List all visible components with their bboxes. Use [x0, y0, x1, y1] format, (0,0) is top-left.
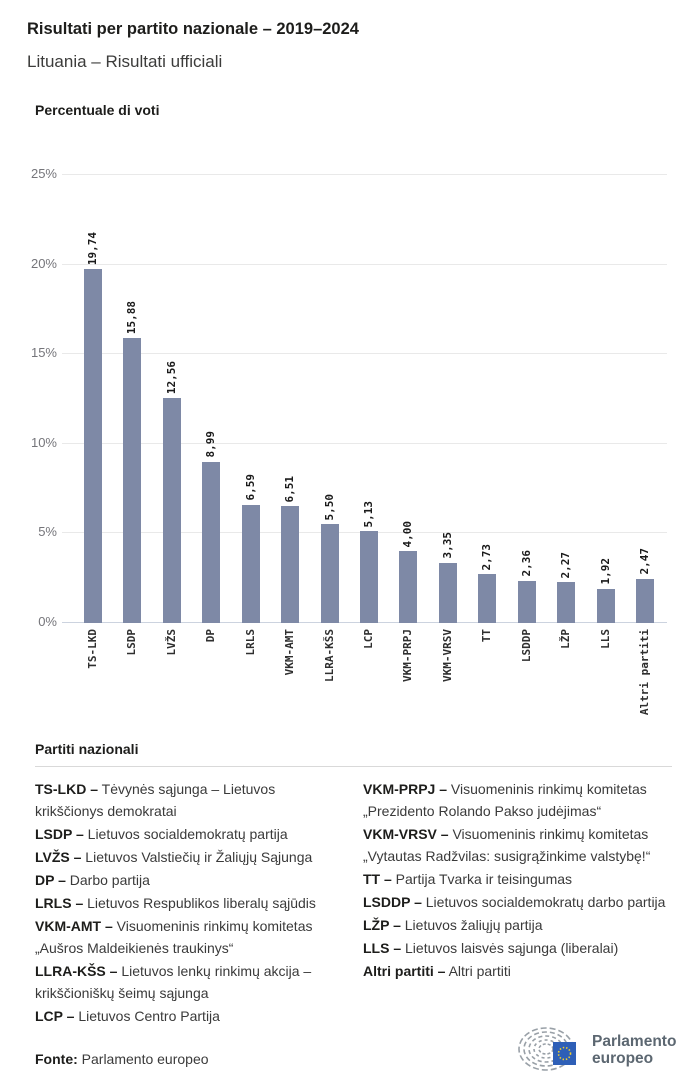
legend-item-abbr: VKM-VRSV –	[363, 826, 449, 842]
legend-item-abbr: LSDP –	[35, 826, 84, 842]
x-axis-label-Altri partiti: Altri partiti	[638, 629, 652, 716]
bar-VKM-VRSV	[439, 563, 457, 623]
legend-item-abbr: LLRA-KŠS –	[35, 963, 118, 979]
y-axis-tick-label: 10%	[30, 434, 57, 450]
bar-LRLS	[242, 505, 260, 623]
x-axis-label-LSDP: LSDP	[125, 629, 139, 656]
legend-item: VKM-VRSV – Visuomeninis rinkimų komitetas „Vytautas Radžvilas: susigrąžinkime valstybę!“	[363, 826, 651, 864]
legend-item-abbr: VKM-PRPJ –	[363, 781, 448, 797]
x-axis-label-LŽP: LŽP	[559, 629, 573, 649]
legend-title: Partiti nazionali	[35, 741, 139, 757]
legend-item: TS-LKD – Tėvynės sąjunga – Lietuvos krikščionys demokratai	[35, 781, 276, 819]
legend-item: LLS – Lietuvos laisvės sąjunga (liberalai)	[363, 940, 619, 956]
legend-item-abbr: LLS –	[363, 940, 402, 956]
bar-LLRA-KŠS	[321, 524, 339, 623]
legend-item: DP – Darbo partija	[35, 872, 150, 888]
x-axis-label-LRLS: LRLS	[243, 629, 257, 656]
x-axis-labels	[0, 625, 700, 725]
bar-LCP	[360, 531, 378, 623]
legend-item-abbr: TT –	[363, 871, 392, 887]
legend-item-abbr: DP –	[35, 872, 66, 888]
legend-item-abbr: TS-LKD –	[35, 781, 98, 797]
bar-value-label: 3,35	[440, 532, 454, 559]
bar-value-label: 5,50	[322, 493, 336, 521]
legend-item: VKM-AMT – Visuomeninis rinkimų komitetas „Aušros Maldeikienės traukinys“	[35, 918, 313, 956]
legend-item-abbr: LVŽS –	[35, 849, 82, 865]
x-axis-label-LLRA-KŠS: LLRA-KŠS	[322, 629, 336, 682]
chart-title: Percentuale di voti	[35, 102, 160, 118]
bar-TS-LKD	[84, 269, 102, 623]
x-axis-label-LVŽS: LVŽS	[164, 629, 178, 656]
x-axis-label-LCP: LCP	[362, 629, 375, 649]
x-axis-label-VKM-AMT: VKM-AMT	[283, 629, 297, 676]
bar-value-label: 5,13	[362, 500, 375, 528]
page-subtitle: Lituania – Risultati ufficiali	[27, 52, 223, 71]
bar-value-label: 2,73	[480, 543, 494, 571]
bar-value-label: 6,51	[283, 475, 297, 503]
x-axis-label-VKM-VRSV: VKM-VRSV	[440, 629, 454, 682]
bar-chart-plot-area	[0, 140, 700, 629]
x-axis-label-TS-LKD: TS-LKD	[86, 629, 99, 669]
legend-item: VKM-PRPJ – Visuomeninis rinkimų komitetas „Prezidento Rolando Pakso judėjimas“	[363, 781, 647, 819]
page-title: Risultati per partito nazionale – 2019–2024	[27, 20, 359, 38]
bar-value-label: 8,99	[204, 431, 218, 458]
y-axis-tick-label: 25%	[30, 166, 57, 181]
bar-LŽP	[557, 582, 575, 623]
bar-TT	[478, 574, 496, 623]
gridline	[62, 174, 667, 175]
legend-column-right	[363, 778, 675, 983]
bar-LSDDP	[518, 581, 536, 623]
y-axis-tick-label: 15%	[30, 345, 57, 361]
legend-item-abbr: LRLS –	[35, 895, 84, 911]
legend-divider	[35, 766, 672, 767]
gridline	[62, 264, 667, 265]
bar-VKM-PRPJ	[399, 551, 417, 623]
gridline	[62, 353, 667, 354]
bar-value-label: 2,36	[519, 550, 533, 577]
european-parliament-logo-icon	[518, 1026, 588, 1073]
source-value: Parlamento europeo	[81, 1051, 209, 1067]
bar-Altri partiti	[636, 579, 654, 623]
x-axis-label-LSDDP: LSDDP	[519, 629, 533, 663]
bar-value-label: 1,92	[598, 558, 612, 585]
legend-item-abbr: LCP –	[35, 1008, 75, 1024]
legend-item: LCP – Lietuvos Centro Partija	[35, 1008, 220, 1024]
bar-LVŽS	[163, 398, 181, 623]
x-axis-label-VKM-PRPJ: VKM-PRPJ	[401, 629, 415, 682]
legend-item: Altri partiti – Altri partiti	[363, 963, 511, 979]
y-axis-tick-label: 5%	[38, 524, 57, 540]
gridline	[62, 443, 667, 444]
x-axis-label-DP: DP	[204, 629, 218, 643]
legend-item-abbr: Altri partiti –	[363, 963, 446, 979]
bar-value-label: 4,00	[401, 520, 415, 548]
bar-value-label: 2,47	[638, 548, 652, 575]
legend-item: TT – Partija Tvarka ir teisingumas	[363, 871, 573, 887]
legend-item: LSDDP – Lietuvos socialdemokratų darbo partija	[363, 894, 666, 910]
bar-value-label: 19,74	[86, 232, 99, 266]
legend-item-abbr: LŽP –	[363, 917, 401, 933]
x-axis-label-TT: TT	[480, 629, 494, 643]
eu-flag-icon	[553, 1042, 576, 1065]
legend-item: LLRA-KŠS – Lietuvos lenkų rinkimų akcija – krikščioniškų šeimų sąjunga	[35, 963, 312, 1001]
logo-word-1: Parlamento	[592, 1033, 677, 1050]
bar-LLS	[597, 589, 615, 623]
bar-VKM-AMT	[281, 506, 299, 623]
bar-LSDP	[123, 338, 141, 623]
legend-item-abbr: VKM-AMT –	[35, 918, 113, 934]
legend-item: LRLS – Lietuvos Respublikos liberalų sąjūdis	[35, 895, 316, 911]
logo-word-2: europeo	[592, 1050, 654, 1067]
bar-value-label: 2,27	[559, 551, 573, 579]
bar-value-label: 12,56	[164, 360, 178, 394]
logo-wordmark	[592, 1033, 676, 1067]
legend-item-abbr: LSDDP –	[363, 894, 422, 910]
source-note	[35, 1051, 209, 1067]
y-axis-tick-label: 0%	[38, 614, 57, 629]
y-axis-tick-label: 20%	[30, 255, 57, 271]
legend-column-left	[35, 778, 337, 1028]
legend-item: LSDP – Lietuvos socialdemokratų partija	[35, 826, 288, 842]
bar-value-label: 15,88	[125, 301, 139, 335]
x-axis-label-LLS: LLS	[598, 629, 612, 649]
bar-value-label: 6,59	[243, 474, 257, 501]
legend-item: LVŽS – Lietuvos Valstiečių ir Žaliųjų Sąjunga	[35, 849, 313, 865]
legend-item: LŽP – Lietuvos žaliųjų partija	[363, 917, 543, 933]
source-label: Fonte:	[35, 1051, 78, 1067]
bar-DP	[202, 462, 220, 623]
